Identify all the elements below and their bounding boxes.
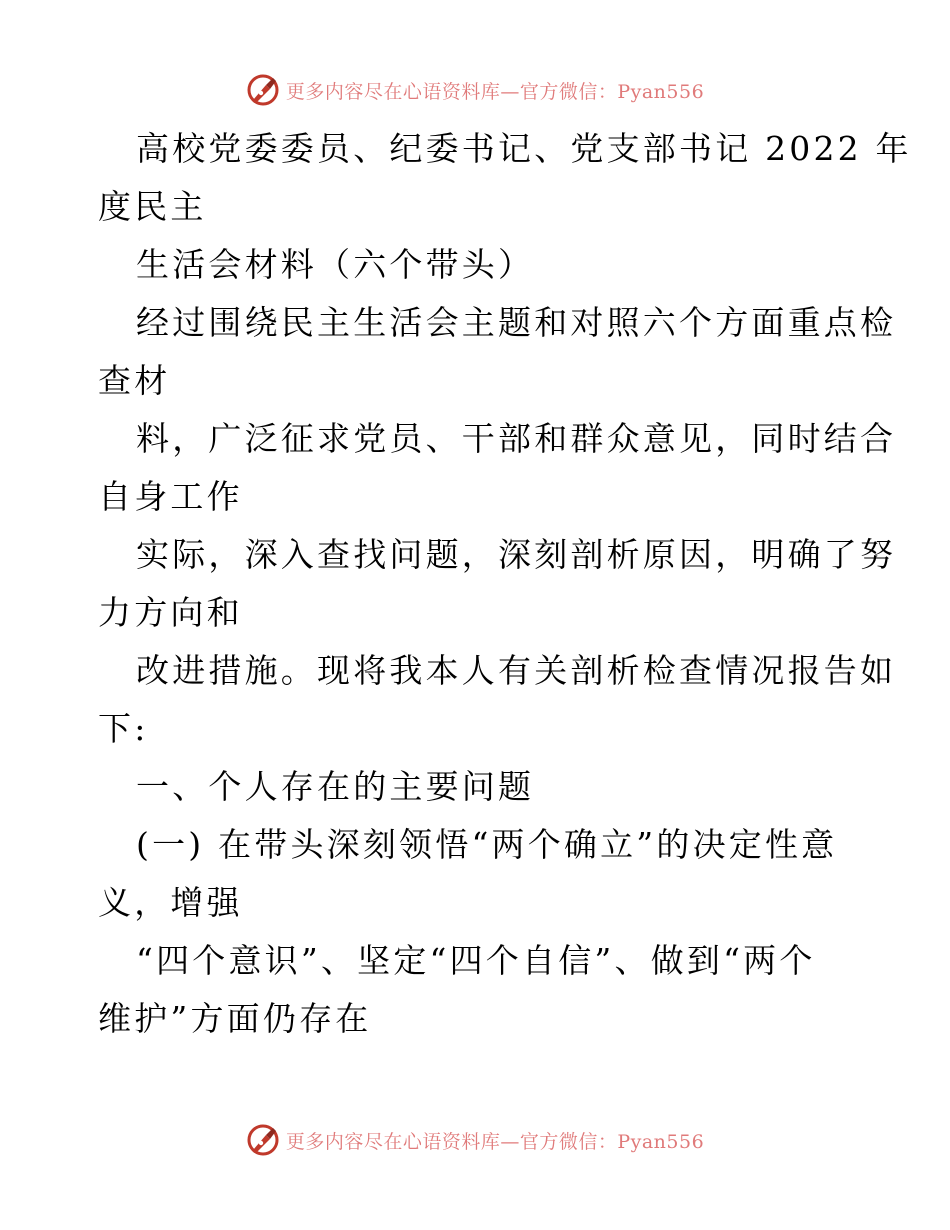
paragraph-line-6: 力方向和 bbox=[98, 593, 243, 632]
subsection-line-2: 义，增强 bbox=[98, 883, 243, 922]
subsection-line-1: (一) 在带头深刻领悟“两个确立”的决定性意 bbox=[136, 825, 838, 864]
pen-logo-icon bbox=[246, 73, 280, 107]
title-line-1: 高校党委委员、纪委书记、党支部书记 2022 年 bbox=[136, 129, 912, 168]
header-watermark-text: 更多内容尽在心语资料库—官方微信：Pyan556 bbox=[285, 80, 705, 103]
footer-watermark-text: 更多内容尽在心语资料库—官方微信：Pyan556 bbox=[285, 1130, 705, 1153]
paragraph-line-7: 改进措施。现将我本人有关剖析检查情况报告如 bbox=[136, 651, 897, 690]
section-heading: 一、个人存在的主要问题 bbox=[136, 767, 535, 806]
paragraph-line-5: 实际，深入查找问题，深刻剖析原因，明确了努 bbox=[136, 535, 897, 574]
title-line-2: 度民主 bbox=[98, 187, 207, 226]
footer-watermark-content bbox=[246, 1123, 704, 1157]
paragraph-line-8: 下: bbox=[98, 709, 149, 748]
paragraph-line-1: 经过围绕民主生活会主题和对照六个方面重点检 bbox=[136, 303, 897, 342]
paragraph-line-4: 自身工作 bbox=[98, 477, 243, 516]
title-line-3: 生活会材料（六个带头） bbox=[136, 245, 535, 284]
pen-logo-icon bbox=[246, 1123, 280, 1157]
subsection-line-3: “四个意识”、坚定“四个自信”、做到“两个 bbox=[136, 941, 816, 980]
paragraph-line-3: 料，广泛征求党员、干部和群众意见，同时结合 bbox=[136, 419, 897, 458]
footer-watermark bbox=[0, 1118, 950, 1162]
document-body bbox=[98, 120, 912, 1048]
header-watermark-content bbox=[246, 73, 704, 107]
paragraph-line-2: 查材 bbox=[98, 361, 171, 400]
header-watermark bbox=[0, 68, 950, 112]
subsection-line-4: 维护”方面仍存在 bbox=[98, 999, 372, 1038]
